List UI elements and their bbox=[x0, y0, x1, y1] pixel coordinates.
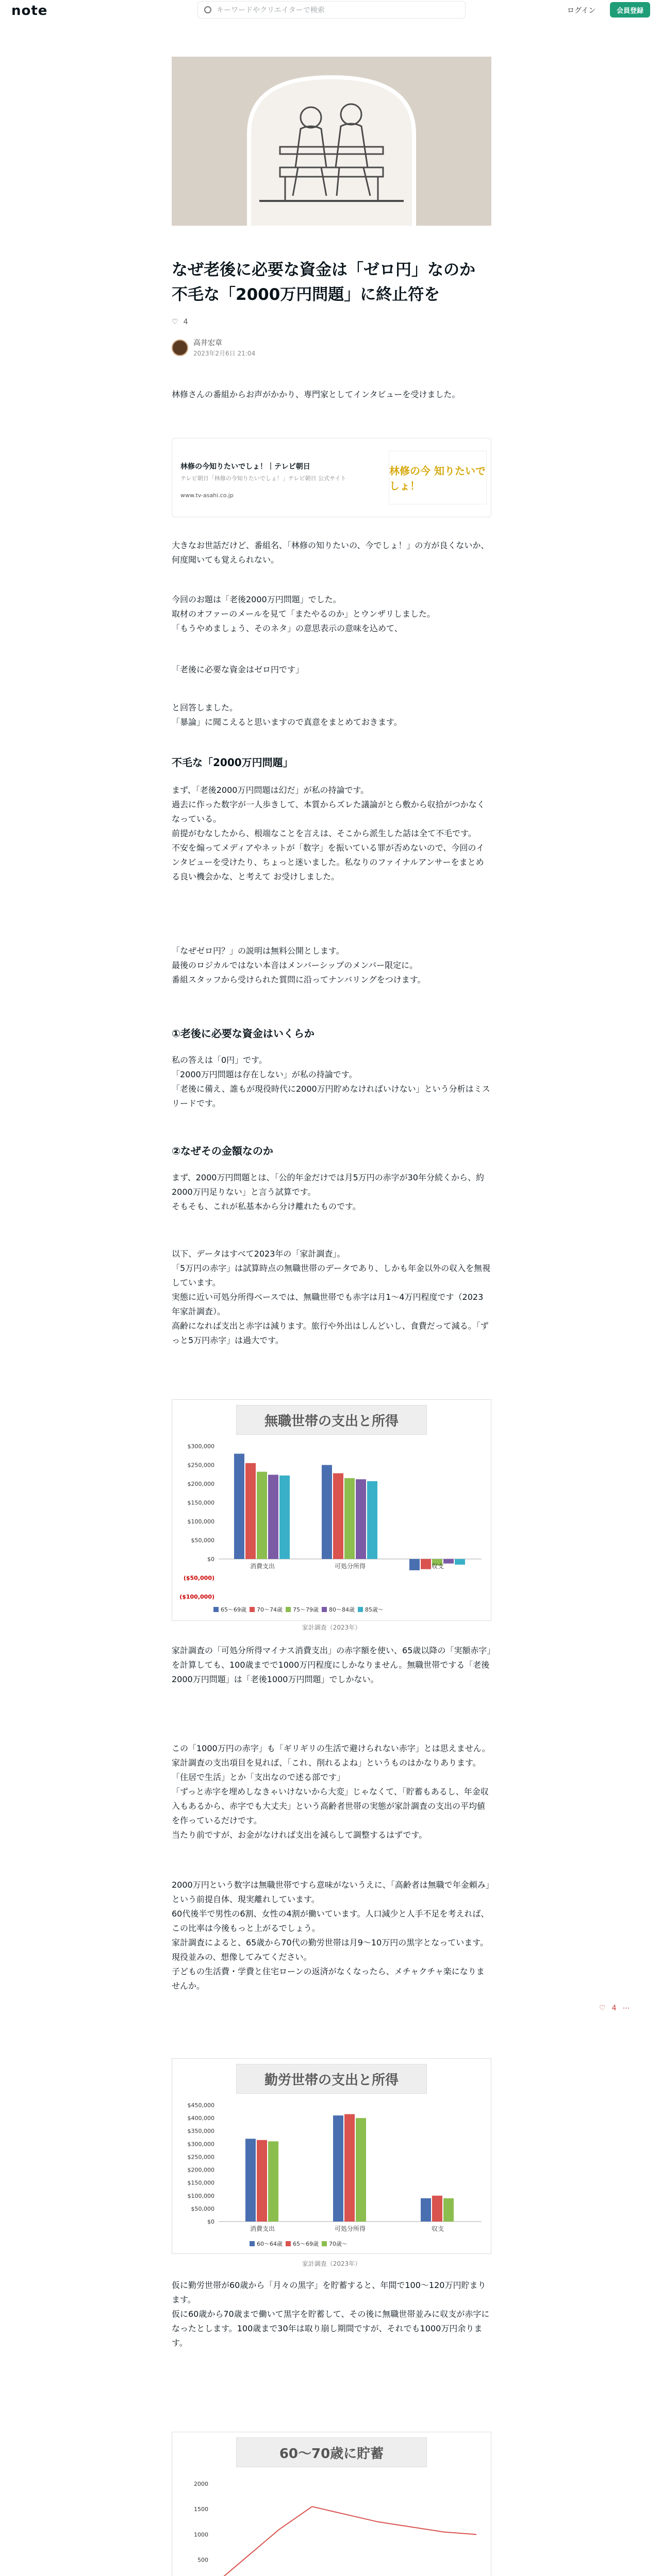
legend-swatch bbox=[286, 2241, 291, 2246]
legend-swatch bbox=[322, 2241, 327, 2246]
bar-65〜69歳 bbox=[344, 2114, 355, 2222]
x-category-label: 消費支出 bbox=[250, 1563, 275, 1570]
bar-60〜64歳 bbox=[333, 2115, 343, 2222]
embed-title: 林修の今知りたいでしょ！｜テレビ朝日 bbox=[180, 463, 310, 471]
section-heading: ②なぜその金額なのか bbox=[172, 1145, 273, 1157]
chart-title: 60〜70歳に貯蓄 bbox=[236, 2437, 427, 2467]
paragraph: 以下、データはすべて2023年の「家計調査」。 「5万円の赤字」は試算時点の無職世帯のデータであり、しかも年金以外の収入を無視しています。 実態に近い可処分所得ベースでは、無職世帯でも赤字は月1〜4万円程度です（2023年家計調査）。 高齢になれば支出と赤字は減ります。旅行や外出はしんどいし、食費だって減る。「ずっと5万円赤字」は過大です。 bbox=[172, 1249, 491, 1345]
legend-swatch bbox=[250, 1607, 255, 1612]
paragraph: 「なぜゼロ円？」の説明は無料公開とします。 最後のロジカルではない本音はメンバーシップのメンバー限定に。 番組スタッフから受けられた質問に沿ってナンバリングをつけます。 bbox=[172, 946, 426, 985]
bar-80〜84歳 bbox=[443, 1559, 454, 1564]
legend-label: 65〜69歳 bbox=[293, 2241, 319, 2247]
bar-60〜64歳 bbox=[245, 2139, 256, 2222]
bar-85歳〜 bbox=[279, 1476, 290, 1559]
y-tick-label: $100,000 bbox=[187, 1518, 214, 1525]
y-tick-label: ($50,000) bbox=[183, 1574, 214, 1582]
legend-label: 65〜69歳 bbox=[221, 1606, 246, 1613]
section-heading: ①老後に必要な資金はいくらか bbox=[172, 1027, 315, 1040]
login-link[interactable]: ログイン bbox=[567, 7, 596, 15]
signup-button[interactable]: 会員登録 bbox=[610, 2, 650, 18]
legend-label: 70〜74歳 bbox=[257, 1606, 283, 1613]
y-tick-label: 2000 bbox=[194, 2481, 208, 2487]
paragraph: と回答しました。 「暴論」に聞こえると思いますので真意をまとめておきます。 bbox=[172, 703, 402, 727]
y-tick-label: $200,000 bbox=[187, 2166, 214, 2174]
article-title: なぜ老後に必要な資金は「ゼロ円」なのか 不毛な「2000万円問題」に終止符を bbox=[172, 261, 491, 304]
y-tick-label: $0 bbox=[207, 1556, 214, 1563]
y-tick-label: $150,000 bbox=[187, 2179, 214, 2187]
top-header bbox=[0, 0, 662, 21]
bar-80〜84歳 bbox=[356, 1479, 366, 1559]
heart-icon[interactable]: ♡ bbox=[599, 2004, 606, 2012]
section-heading: 不毛な「2000万円問題」 bbox=[172, 756, 293, 769]
legend-swatch bbox=[213, 1607, 219, 1612]
legend-swatch bbox=[322, 1607, 327, 1612]
search-icon bbox=[204, 6, 211, 13]
chart-title: 無職世帯の支出と所得 bbox=[236, 1405, 427, 1435]
like-row bbox=[172, 318, 188, 326]
chart-unemployed-households bbox=[172, 1399, 491, 1621]
legend-swatch bbox=[286, 1607, 291, 1612]
y-tick-label: $100,000 bbox=[187, 2192, 214, 2199]
paragraph: 家計調査の「可処分所得マイナス消費支出」の赤字額を使い、65歳以降の「実額赤字」を計算しても、100歳までで1000万円程度にしかなりません。無職世帯でする「老後2000万円問題」は「老後1000万円問題」でしかない。 bbox=[172, 1646, 491, 1684]
author-block[interactable] bbox=[172, 337, 255, 358]
paragraph: まず、「老後2000万円問題は幻だ」が私の持論です。 過去に作った数字が一人歩きして、本質からズレた議論がとら敷から収拾がつかなくなっている。 前提がむなしたから、根端なことを言えは、そこから派生した話は全て不毛です。 不安を煽ってメディアやネットが「数字」を振いている罪が否めないので、今回のインタビューを受けたり、ちょっと迷いました。私なりのファイナルアンサーをまとめる良い機会かな、と考えて お受けしました。 bbox=[172, 785, 485, 882]
avatar[interactable] bbox=[172, 340, 188, 356]
chart-plot bbox=[172, 2432, 492, 2576]
bar-70歳〜 bbox=[268, 2141, 278, 2222]
x-category-label: 収支 bbox=[431, 2225, 444, 2232]
bar-60〜64歳 bbox=[421, 2198, 431, 2222]
y-tick-label: 1000 bbox=[194, 2531, 208, 2538]
x-category-label: 可処分所得 bbox=[334, 2225, 366, 2232]
embed-description: テレビ朝日「林修の今知りたいでしょ！」テレビ朝日 公式サイト bbox=[180, 475, 346, 482]
paragraph: 2000万円という数字は無職世帯ですら意味がないうえに、「高齢者は無職で年金頼み」という前提自体、現実離れしています。 60代後半で男性の6割、女性の4割が働いています。人口減少と人手不足を考えれば、この比率は今後もっと上がるでしょう。 家計調査によると、65歳から70代の勤労世帯は月9〜10万円の黒字となっています。 現役並みの、想像してみてください。 子どもの生活費・学費と住宅ローンの返済がなくなったら、メチャクチャ楽になりませんか。 bbox=[172, 1880, 490, 1991]
chart-title: 勤労世帯の支出と所得 bbox=[236, 2064, 427, 2094]
bar-75〜79歳 bbox=[344, 1478, 355, 1559]
y-tick-label: 500 bbox=[197, 2556, 208, 2564]
paragraph: 「老後に必要な資金はゼロ円です」 bbox=[172, 665, 304, 674]
y-tick-label: $300,000 bbox=[187, 1443, 214, 1450]
author-name[interactable]: 高井宏章 bbox=[193, 339, 222, 347]
like-count: 4 bbox=[183, 318, 188, 326]
floating-like[interactable] bbox=[599, 2004, 630, 2012]
chart-working-households bbox=[172, 2058, 491, 2254]
x-category-label: 収支 bbox=[431, 1563, 444, 1570]
bar-65〜69歳 bbox=[432, 2196, 442, 2222]
y-tick-label: 1500 bbox=[194, 2506, 208, 2513]
paragraph: 私の答えは「0円」です。 「2000万円問題は存在しない」が私の持論です。 「老後に備え、誰もが現役時代に2000万円貯めなければいけない」という分析はミスリードです。 bbox=[172, 1055, 490, 1108]
y-tick-label: $200,000 bbox=[187, 1481, 214, 1487]
x-category-label: 消費支出 bbox=[250, 2225, 275, 2232]
bar-75〜79歳 bbox=[257, 1472, 267, 1559]
bar-65〜69歳 bbox=[322, 1465, 332, 1560]
legend-label: 85歳〜 bbox=[365, 1606, 384, 1613]
legend-label: 75〜79歳 bbox=[293, 1606, 319, 1613]
legend-swatch bbox=[358, 1607, 363, 1612]
bar-65〜69歳 bbox=[257, 2140, 267, 2222]
y-tick-label: $300,000 bbox=[187, 2141, 214, 2148]
bar-85歳〜 bbox=[455, 1559, 465, 1565]
embed-url: www.tv-asahi.co.jp bbox=[180, 492, 234, 499]
bar-65〜69歳 bbox=[234, 1454, 244, 1559]
y-tick-label: $50,000 bbox=[191, 2205, 214, 2212]
chart-savings-60-70 bbox=[172, 2432, 491, 2576]
bar-80〜84歳 bbox=[268, 1475, 278, 1559]
y-tick-label: $250,000 bbox=[187, 2154, 214, 2161]
paragraph: 大きなお世話だけど、番組名、「林修の知りたいの、今でしょ！」の方が良くないか、何度聞いても覚えられない。 bbox=[172, 540, 489, 565]
chart-plot bbox=[172, 1400, 492, 1621]
bar-70〜74歳 bbox=[333, 1473, 343, 1559]
y-tick-label: $350,000 bbox=[187, 2128, 214, 2135]
search-input[interactable] bbox=[197, 1, 466, 19]
hero-image bbox=[172, 57, 491, 226]
bench-couple-illustration bbox=[172, 57, 491, 226]
y-tick-label: $50,000 bbox=[191, 1537, 214, 1544]
line-貯蓄額 bbox=[213, 2506, 476, 2576]
y-tick-label: $250,000 bbox=[187, 1462, 214, 1469]
note-logo[interactable]: note bbox=[11, 3, 48, 19]
y-tick-label: $450,000 bbox=[187, 2102, 214, 2109]
bar-70歳〜 bbox=[443, 2198, 454, 2222]
legend-label: 60〜64歳 bbox=[257, 2241, 283, 2247]
legend-swatch bbox=[250, 2241, 255, 2246]
chart-caption: 家計調査（2023年） bbox=[302, 1624, 361, 1631]
bar-70歳〜 bbox=[356, 2118, 366, 2222]
chart-caption: 家計調査（2023年） bbox=[302, 2260, 361, 2267]
bar-65〜69歳 bbox=[409, 1559, 420, 1570]
paragraph: まず、2000万円問題とは、「公的年金だけでは月5万円の赤字が30年分続くから、約2000万円足りない」と言う試算です。 そもそも、これが私基本から分け離れたものです。 bbox=[172, 1173, 484, 1211]
y-tick-label: $150,000 bbox=[187, 1499, 214, 1506]
chart-plot bbox=[172, 2059, 492, 2255]
bar-85歳〜 bbox=[367, 1481, 377, 1559]
paragraph: この「1000万円の赤字」も「ギリギリの生活で避けられない赤字」とは思えません。家計調査の支出項目を見れば、「これ、削れるよね」というものはかなりあります。「住居で生活」とか「支出なので述る部です」 「ずっと赤字を埋めしなきゃいけないから大変」じゃなくて、「貯蓄もあるし、年金収入もあるから、赤字でも大丈夫」という高齢者世帯の実態が家計調査の支出の平均値を作っているだけです。 当たり前ですが、お金がなければ支出を減らして調整するはずです。 bbox=[172, 1743, 490, 1840]
post-date: 2023年2月6日 21:04 bbox=[193, 350, 256, 357]
bar-70〜74歳 bbox=[245, 1463, 256, 1559]
y-tick-label: $400,000 bbox=[187, 2115, 214, 2122]
paragraph: 仮に勤労世帯が60歳から「月々の黒字」を貯蓄すると、年間で100〜120万円貯まります。 仮に60歳から70歳まで働いて黒字を貯蓄して、その後に無職世帯並みに収支が赤字になったとします。100歳まで30年は取り崩し期間ですが、それでも1000万円余ります。 bbox=[172, 2280, 490, 2348]
legend-label: 70歳〜 bbox=[329, 2241, 347, 2247]
paragraph: 林修さんの番組からお声がかかり、専門家としてインタビューを受けました。 bbox=[172, 389, 460, 399]
link-embed-card[interactable] bbox=[172, 438, 491, 517]
x-category-label: 可処分所得 bbox=[334, 1563, 366, 1570]
more-icon[interactable]: ⋯ bbox=[622, 2004, 630, 2012]
search-placeholder: キーワードやクリエイターで検索 bbox=[217, 6, 325, 14]
embed-logo-image: 林修の今 知りたいでしょ！ bbox=[389, 451, 487, 504]
y-tick-label: $0 bbox=[207, 2218, 214, 2225]
side-like-count: 4 bbox=[611, 2004, 617, 2012]
y-tick-label: ($100,000) bbox=[179, 1594, 214, 1600]
paragraph: 今回のお題は「老後2000万円問題」でした。 取材のオファーのメールを見て「またやるのか」とウンザリしました。 「もうやめましょう、そのネタ」の意思表示の意味を込めて、 bbox=[172, 595, 435, 633]
heart-icon[interactable]: ♡ bbox=[172, 318, 178, 326]
bar-70〜74歳 bbox=[421, 1559, 431, 1569]
legend-label: 80〜84歳 bbox=[329, 1606, 355, 1613]
